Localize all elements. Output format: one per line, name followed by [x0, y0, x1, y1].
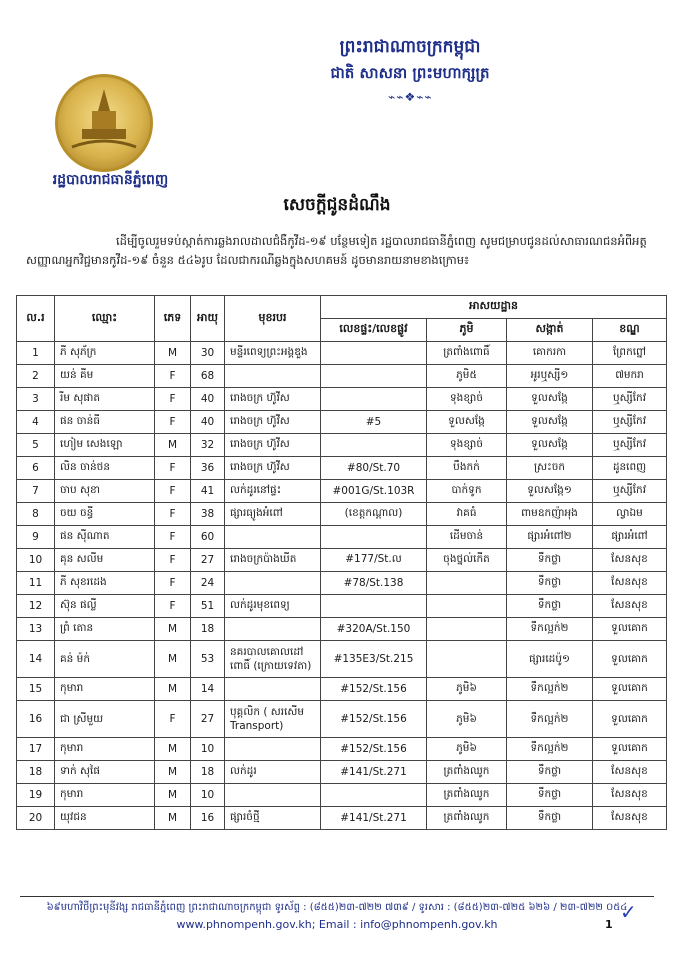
cell-job — [225, 365, 321, 388]
cell-no: 8 — [17, 503, 55, 526]
header-commune: សង្កាត់ — [507, 319, 593, 342]
cell-sex: F — [155, 549, 191, 572]
cell-district: សែនសុខ — [593, 784, 667, 807]
cell-village — [427, 595, 507, 618]
cell-name: ស៊ុន ផល្លី — [55, 595, 155, 618]
cell-house: #152/St.156 — [321, 738, 427, 761]
page-number: 1 — [605, 918, 613, 931]
cell-name: លិន ចាន់ថន — [55, 457, 155, 480]
cell-village: ត្រពាំងឈូក — [427, 784, 507, 807]
cell-village: ភូមិ៥ — [427, 365, 507, 388]
cell-district: ទួលគោក — [593, 641, 667, 678]
table-row — [17, 618, 667, 641]
cell-sex: F — [155, 503, 191, 526]
cell-house: #001G/St.103R — [321, 480, 427, 503]
cell-no: 6 — [17, 457, 55, 480]
cell-district: សែនសុខ — [593, 572, 667, 595]
cell-district: សែនសុខ — [593, 595, 667, 618]
cell-village: វាគធំ — [427, 503, 507, 526]
cell-house: #177/St.ល — [321, 549, 427, 572]
cell-job — [225, 572, 321, 595]
cell-name: យន់ គីម — [55, 365, 155, 388]
table-row — [17, 503, 667, 526]
cell-job — [225, 526, 321, 549]
cell-house — [321, 784, 427, 807]
cell-no: 10 — [17, 549, 55, 572]
header-no: ល.រ — [17, 296, 55, 342]
cell-sex: F — [155, 411, 191, 434]
cell-district: សែនសុខ — [593, 761, 667, 784]
cell-no: 2 — [17, 365, 55, 388]
cell-no: 14 — [17, 641, 55, 678]
municipality-name: រដ្ឋបាលរាជធានីភ្នំពេញ — [52, 172, 169, 188]
cell-village: ភូមិ៦ — [427, 738, 507, 761]
cell-village: ភូមិ៦ — [427, 678, 507, 701]
cell-job: រោងចក្រ ហ៊ូវីស — [225, 388, 321, 411]
cell-no: 16 — [17, 701, 55, 738]
header-job: មុខរបរ — [225, 296, 321, 342]
cell-sex: F — [155, 572, 191, 595]
cell-house: #80/St.70 — [321, 457, 427, 480]
cell-age: 32 — [191, 434, 225, 457]
cell-age: 36 — [191, 457, 225, 480]
cell-name: ទាក់ សុផៃ — [55, 761, 155, 784]
cell-sex: F — [155, 388, 191, 411]
cell-age: 18 — [191, 618, 225, 641]
table-row — [17, 784, 667, 807]
cell-age: 24 — [191, 572, 225, 595]
cell-sex: M — [155, 641, 191, 678]
cell-district: ឬស្សីកែវ — [593, 480, 667, 503]
cell-sex: M — [155, 784, 191, 807]
cell-job — [225, 618, 321, 641]
cell-district: ដូនពេញ — [593, 457, 667, 480]
cell-name: ផន ចាន់ធី — [55, 411, 155, 434]
cell-house: (ខេត្តកណ្តាល) — [321, 503, 427, 526]
table-row — [17, 595, 667, 618]
cell-name: ហៀម សេងឡោ — [55, 434, 155, 457]
table-row — [17, 342, 667, 365]
cell-sex: M — [155, 678, 191, 701]
table-row — [17, 434, 667, 457]
cell-district: ទួលគោក — [593, 701, 667, 738]
cell-district: ឬស្សីកែវ — [593, 434, 667, 457]
cell-name: គុន សលីម — [55, 549, 155, 572]
ornament-divider: ⌁⌁❖⌁⌁ — [388, 90, 433, 104]
cell-age: 16 — [191, 807, 225, 830]
cell-job: មន្ទីរពេទ្យព្រះអង្គឌួង — [225, 342, 321, 365]
cell-house — [321, 365, 427, 388]
cell-no: 18 — [17, 761, 55, 784]
cell-commune: ទឹកថ្លា — [507, 761, 593, 784]
cell-age: 41 — [191, 480, 225, 503]
footer-divider — [20, 896, 654, 897]
cell-no: 4 — [17, 411, 55, 434]
cell-house — [321, 342, 427, 365]
cell-sex: F — [155, 365, 191, 388]
national-motto: ជាតិ សាសនា ព្រះមហាក្សត្រ — [330, 64, 490, 82]
cell-house: #152/St.156 — [321, 678, 427, 701]
cell-job: លក់ដូរនៅផ្ទះ — [225, 480, 321, 503]
cell-district: ទួលគោក — [593, 678, 667, 701]
cell-job: រោងចក្រប៉ាងឃីត — [225, 549, 321, 572]
cell-sex: M — [155, 761, 191, 784]
cell-house: #320A/St.150 — [321, 618, 427, 641]
cell-district: សែនសុខ — [593, 807, 667, 830]
document-title: សេចក្តីជូនដំណឹង — [283, 195, 391, 215]
kingdom-title: ព្រះរាជាណាចក្រកម្ពុជា — [339, 37, 481, 57]
cell-age: 30 — [191, 342, 225, 365]
cell-house — [321, 388, 427, 411]
cell-name: ផន ស៊ីណាត — [55, 526, 155, 549]
table-row — [17, 411, 667, 434]
cell-job: រោងចក្រ ហ៊ូវីស — [225, 434, 321, 457]
phnom-penh-seal-logo — [55, 74, 153, 172]
cell-district: ឬស្សីកែវ — [593, 411, 667, 434]
cell-job — [225, 678, 321, 701]
cell-age: 53 — [191, 641, 225, 678]
cell-age: 10 — [191, 738, 225, 761]
cell-age: 18 — [191, 761, 225, 784]
header-age: អាយុ — [191, 296, 225, 342]
table-row — [17, 457, 667, 480]
cell-no: 3 — [17, 388, 55, 411]
cell-name: រីម សុផាត — [55, 388, 155, 411]
cell-age: 10 — [191, 784, 225, 807]
cell-name: កុមារា — [55, 738, 155, 761]
cell-no: 20 — [17, 807, 55, 830]
cell-no: 12 — [17, 595, 55, 618]
cell-age: 51 — [191, 595, 225, 618]
cell-village: បាក់ទូក — [427, 480, 507, 503]
cell-name: ភី សុភ័ក្រ — [55, 342, 155, 365]
cell-name: កុមារា — [55, 678, 155, 701]
cell-job: លក់ដូរមុខពេទ្យ — [225, 595, 321, 618]
cell-house: #78/St.138 — [321, 572, 427, 595]
intro-paragraph: ដើម្បីចូលរួមទប់ស្កាត់ការឆ្លងរាលដាលជំងឺកូវីដ-១៩ បន្ថែមទៀត រដ្ឋបាលរាជធានីភ្នំពេញ សូមជម្រាបជូនដល់សាធារណជនអំពីអត្តសញ្ញាណអ្នកវិជ្ជមានកូវីដ-១៩ ចំនួន ៥៤៦រូប ដែលជាករណីឆ្លងក្នុងសហគមន៍ ដូចមានរាយនាមខាងក្រោម៖ — [26, 234, 647, 267]
cell-no: 5 — [17, 434, 55, 457]
cell-commune: ពាមឧកញ៉ាអុង — [507, 503, 593, 526]
cell-sex: F — [155, 526, 191, 549]
table-row — [17, 678, 667, 701]
cell-name: ចាប សុខា — [55, 480, 155, 503]
footer-address: ៦៩មហាវិថីព្រះមុនីវង្ស រាជធានីភ្នំពេញ ព្រះរាជាណាចក្រកម្ពុជា ទូរស័ព្ទ : (៨៥៥)២៣-៧២២ ៧៣៩ / ទូរសារ : (៨៥៥)២៣-៧២៥ ៦២៦ / ២៣-៧២២ ០៥៤ — [46, 902, 628, 913]
cell-village: ដើមចាន់ — [427, 526, 507, 549]
cell-job: ផ្សារធ្យូងអំពៅ — [225, 503, 321, 526]
cell-commune: ផ្សារអំពៅ២ — [507, 526, 593, 549]
cell-age: 14 — [191, 678, 225, 701]
header-address: អាសយដ្ឋាន — [321, 296, 667, 319]
cell-village — [427, 641, 507, 678]
cell-commune: ទឹកថ្លា — [507, 784, 593, 807]
cell-job: នគរបាលគោលដៅពោធិ៍ (ក្រោយទេវតា) — [225, 641, 321, 678]
table-row — [17, 738, 667, 761]
header-sex: ភេទ — [155, 296, 191, 342]
table-row — [17, 480, 667, 503]
footer-contact: www.phnompenh.gov.kh; Email : info@phnompenh.gov.kh — [176, 918, 498, 931]
cell-job: រោងចក្រ ហ៊ូវីស — [225, 457, 321, 480]
cell-house: #135E3/St.215 — [321, 641, 427, 678]
cell-district: សែនសុខ — [593, 549, 667, 572]
cell-sex: F — [155, 595, 191, 618]
cell-no: 13 — [17, 618, 55, 641]
cell-sex: F — [155, 480, 191, 503]
cell-house: #141/St.271 — [321, 807, 427, 830]
cell-commune: ទឹកថ្លា — [507, 572, 593, 595]
cell-house: #152/St.156 — [321, 701, 427, 738]
cell-district: ល្វាឯម — [593, 503, 667, 526]
cell-district: ឬស្សីកែវ — [593, 388, 667, 411]
cell-village — [427, 572, 507, 595]
table-row — [17, 365, 667, 388]
cell-sex: F — [155, 457, 191, 480]
cell-commune: ទឹកថ្លា — [507, 807, 593, 830]
cell-district: ព្រែកព្នៅ — [593, 342, 667, 365]
cell-sex: M — [155, 618, 191, 641]
cell-house — [321, 595, 427, 618]
header-village: ភូមិ — [427, 319, 507, 342]
cell-commune: ផ្សារដេប៉ូ១ — [507, 641, 593, 678]
cell-village: ទុងខ្សាច់ — [427, 388, 507, 411]
cell-job — [225, 738, 321, 761]
cell-house: #141/St.271 — [321, 761, 427, 784]
cell-no: 15 — [17, 678, 55, 701]
cell-job: បុគ្គលិក ( សរសើម Transport) — [225, 701, 321, 738]
cell-job: លក់ដូរ — [225, 761, 321, 784]
cell-commune: ទួលសង្កែ១ — [507, 480, 593, 503]
cell-age: 60 — [191, 526, 225, 549]
header-house: លេខផ្ទះ/លេខផ្លូវ — [321, 319, 427, 342]
cell-commune: ទួលសង្កែ — [507, 434, 593, 457]
cell-commune: ទឹកល្អក់២ — [507, 618, 593, 641]
cell-age: 27 — [191, 701, 225, 738]
cell-commune: ទឹកល្អក់២ — [507, 678, 593, 701]
cell-sex: M — [155, 738, 191, 761]
cell-commune: ទួលសង្កែ — [507, 388, 593, 411]
table-row — [17, 807, 667, 830]
cell-age: 68 — [191, 365, 225, 388]
cell-district: ទួលគោក — [593, 618, 667, 641]
cell-commune: ទឹកល្អក់២ — [507, 738, 593, 761]
cell-village: បឹងកក់ — [427, 457, 507, 480]
cell-village: ចុងថ្នល់កើត — [427, 549, 507, 572]
cell-job — [225, 784, 321, 807]
cell-district: ៧មករា — [593, 365, 667, 388]
cell-no: 1 — [17, 342, 55, 365]
table-row — [17, 572, 667, 595]
table-row — [17, 761, 667, 784]
table-row — [17, 549, 667, 572]
cell-sex: M — [155, 807, 191, 830]
cell-age: 27 — [191, 549, 225, 572]
cell-commune: គោករកា — [507, 342, 593, 365]
cell-house: #5 — [321, 411, 427, 434]
cell-job: ផ្សារចំថ្មី — [225, 807, 321, 830]
cell-house — [321, 526, 427, 549]
table-row — [17, 388, 667, 411]
cell-age: 40 — [191, 388, 225, 411]
cell-commune: ទឹកថ្លា — [507, 595, 593, 618]
cell-name: គន់ ម៉ក់ — [55, 641, 155, 678]
cell-name: ជា ស្រីមួយ — [55, 701, 155, 738]
cell-house — [321, 434, 427, 457]
cell-village — [427, 618, 507, 641]
cell-no: 17 — [17, 738, 55, 761]
cell-sex: M — [155, 434, 191, 457]
cell-job: រោងចក្រ ហ៊ូវីស — [225, 411, 321, 434]
cell-name: យុវជន — [55, 807, 155, 830]
signature-mark: ✓ — [620, 900, 637, 924]
table-row — [17, 526, 667, 549]
cell-district: ផ្សារអំពៅ — [593, 526, 667, 549]
cell-village: ទុងខ្សាច់ — [427, 434, 507, 457]
header-name: ឈ្មោះ — [55, 296, 155, 342]
table-row — [17, 641, 667, 678]
cell-no: 11 — [17, 572, 55, 595]
cell-commune: ទឹកថ្លា — [507, 549, 593, 572]
cell-commune: ស្រះចក — [507, 457, 593, 480]
cell-name: ព្រំ តោន — [55, 618, 155, 641]
cell-no: 19 — [17, 784, 55, 807]
cell-commune: ទឹកល្អក់២ — [507, 701, 593, 738]
cell-commune: ទួលសង្កែ — [507, 411, 593, 434]
cell-age: 40 — [191, 411, 225, 434]
cell-age: 38 — [191, 503, 225, 526]
cell-sex: F — [155, 701, 191, 738]
cell-village: ទួលសង្កែ — [427, 411, 507, 434]
cell-name: កុមារា — [55, 784, 155, 807]
table-row — [17, 701, 667, 738]
cell-district: ទួលគោក — [593, 738, 667, 761]
cell-sex: M — [155, 342, 191, 365]
cell-no: 9 — [17, 526, 55, 549]
cell-name: ភី សុខរដេង — [55, 572, 155, 595]
cell-commune: អូរឬស្សី១ — [507, 365, 593, 388]
cases-table — [16, 295, 667, 830]
cell-village: ត្រពាំងឈូក — [427, 761, 507, 784]
cell-village: ភូមិ៦ — [427, 701, 507, 738]
cell-name: ចយ ចន្ធី — [55, 503, 155, 526]
cell-village: ត្រពាំងឈូក — [427, 807, 507, 830]
cell-village: ត្រពាំងពោធិ៍ — [427, 342, 507, 365]
cell-no: 7 — [17, 480, 55, 503]
header-district: ខណ្ឌ — [593, 319, 667, 342]
